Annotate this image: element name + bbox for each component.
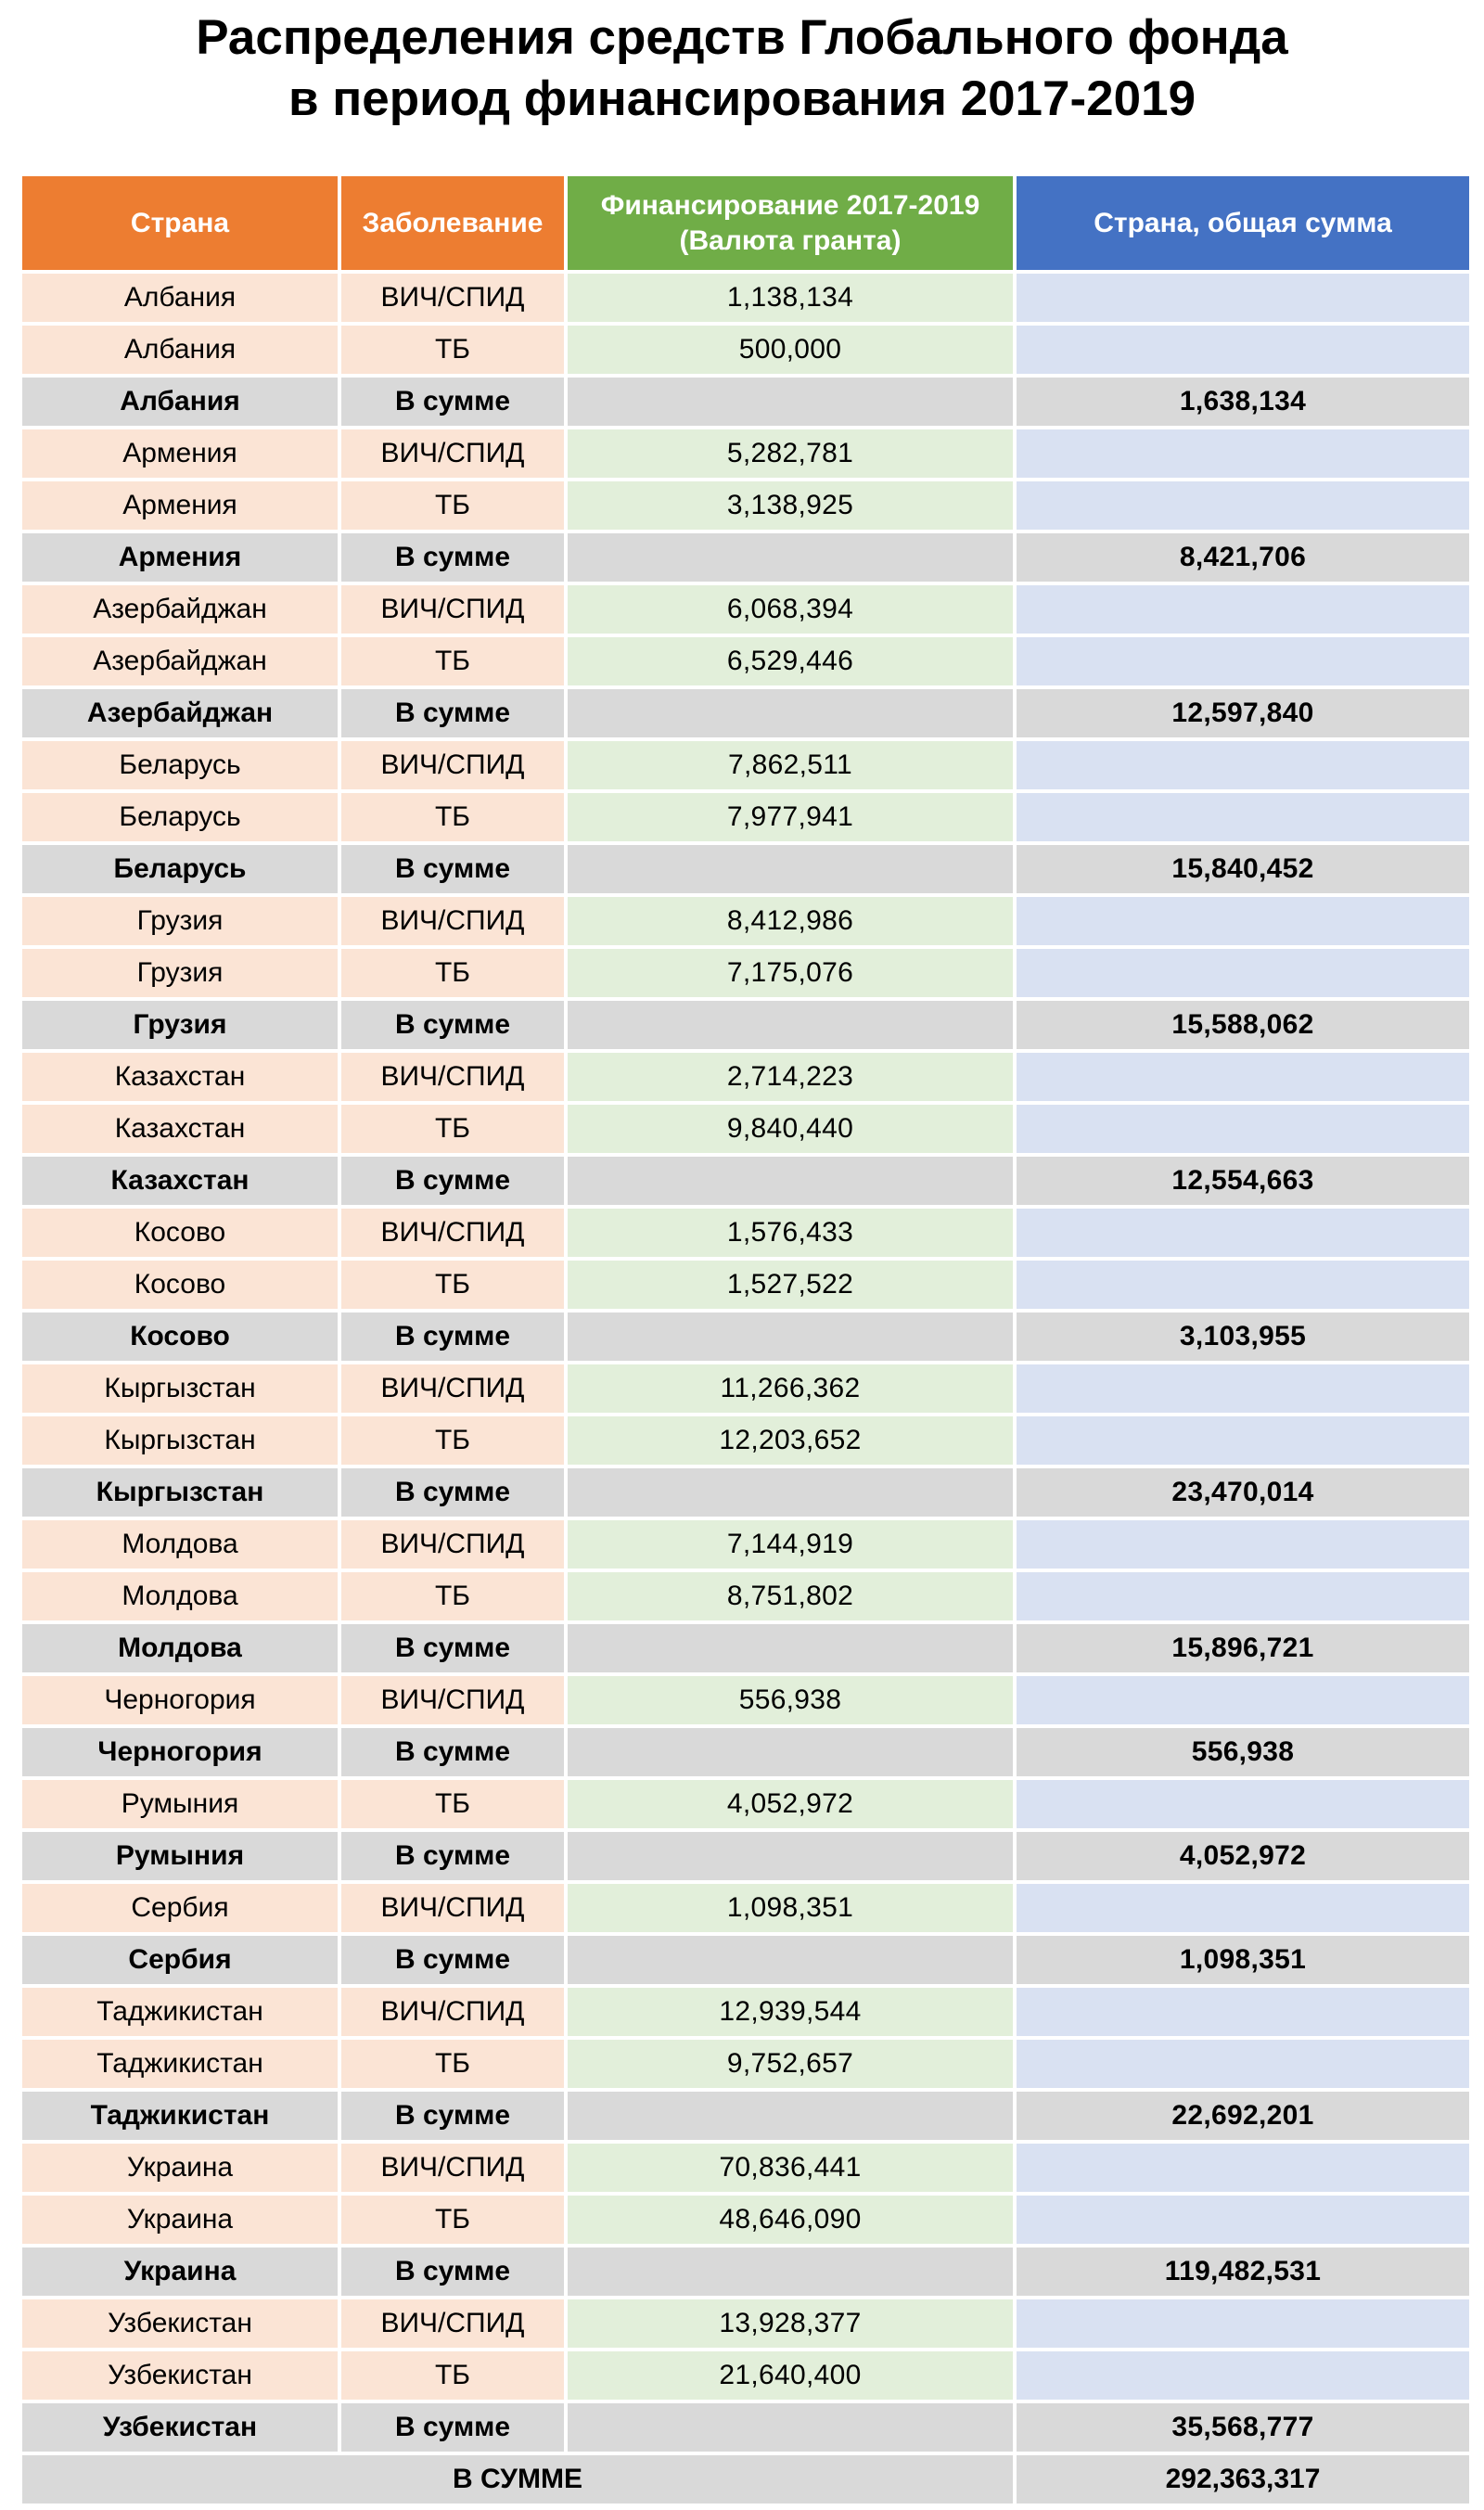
funding-amount-cell: 1,138,134 [568, 274, 1013, 322]
funding-amount-cell: 5,282,781 [568, 429, 1013, 478]
disease-cell: ТБ [341, 2196, 564, 2244]
table-row [22, 1988, 1469, 2036]
disease-cell: ВИЧ/СПИД [341, 2144, 564, 2192]
country-total-cell [1017, 1261, 1469, 1309]
page-title [0, 7, 1484, 130]
country-cell: Украина [22, 2196, 338, 2244]
funding-amount-cell: 7,977,941 [568, 793, 1013, 841]
title-line-1: Распределения средств Глобального фонда [196, 10, 1288, 65]
country-total-cell [1017, 1520, 1469, 1569]
funding-amount-cell: 500,000 [568, 326, 1013, 374]
country-total-cell: 556,938 [1017, 1728, 1469, 1776]
country-cell: Косово [22, 1209, 338, 1257]
country-subtotal-row [22, 845, 1469, 893]
table-row [22, 1572, 1469, 1620]
country-total-cell [1017, 326, 1469, 374]
header-disease: Заболевание [341, 176, 564, 270]
country-total-cell [1017, 1884, 1469, 1932]
funding-amount-cell: 1,527,522 [568, 1261, 1013, 1309]
country-total-cell: 15,840,452 [1017, 845, 1469, 893]
country-cell: Албания [22, 378, 338, 426]
funding-amount-cell [568, 1832, 1013, 1880]
country-cell: Румыния [22, 1780, 338, 1828]
country-cell: Черногория [22, 1728, 338, 1776]
table-row [22, 1416, 1469, 1465]
country-cell: Таджикистан [22, 2040, 338, 2088]
country-total-cell [1017, 2144, 1469, 2192]
country-total-cell [1017, 1988, 1469, 2036]
country-cell: Армения [22, 429, 338, 478]
country-cell: Казахстан [22, 1053, 338, 1101]
country-total-cell [1017, 481, 1469, 530]
country-cell: Кыргызстан [22, 1416, 338, 1465]
disease-cell: ТБ [341, 1780, 564, 1828]
funding-amount-cell: 6,068,394 [568, 585, 1013, 634]
disease-cell: ВИЧ/СПИД [341, 897, 564, 945]
country-total-cell: 8,421,706 [1017, 533, 1469, 582]
country-total-cell [1017, 1676, 1469, 1724]
table-row [22, 429, 1469, 478]
country-total-cell: 15,588,062 [1017, 1001, 1469, 1049]
table-body [22, 274, 1469, 2504]
disease-cell: ТБ [341, 326, 564, 374]
country-cell: Сербия [22, 1884, 338, 1932]
disease-cell: ВИЧ/СПИД [341, 1884, 564, 1932]
disease-cell: В сумме [341, 1728, 564, 1776]
table-row [22, 2299, 1469, 2348]
disease-cell: ВИЧ/СПИД [341, 741, 564, 789]
country-total-cell: 12,597,840 [1017, 689, 1469, 737]
country-total-cell [1017, 793, 1469, 841]
disease-cell: ТБ [341, 949, 564, 997]
funding-amount-cell: 6,529,446 [568, 637, 1013, 685]
country-total-cell [1017, 2351, 1469, 2400]
country-cell: Молдова [22, 1520, 338, 1569]
country-total-cell [1017, 1209, 1469, 1257]
disease-cell: ВИЧ/СПИД [341, 1988, 564, 2036]
header-funding [568, 176, 1013, 270]
header-funding-line-1: Финансирование 2017-2019 [600, 189, 980, 221]
table-row [22, 1780, 1469, 1828]
country-subtotal-row [22, 2092, 1469, 2140]
title-line-2: в период финансирования 2017-2019 [288, 71, 1196, 126]
funding-amount-cell: 1,098,351 [568, 1884, 1013, 1932]
country-cell: Казахстан [22, 1105, 338, 1153]
country-cell: Узбекистан [22, 2351, 338, 2400]
funding-amount-cell: 4,052,972 [568, 1780, 1013, 1828]
country-cell: Армения [22, 481, 338, 530]
country-cell: Узбекистан [22, 2299, 338, 2348]
country-cell: Грузия [22, 897, 338, 945]
funding-amount-cell: 11,266,362 [568, 1364, 1013, 1413]
disease-cell: ТБ [341, 793, 564, 841]
funding-amount-cell: 8,751,802 [568, 1572, 1013, 1620]
grand-total-label: В СУММЕ [22, 2455, 1013, 2504]
funding-amount-cell: 21,640,400 [568, 2351, 1013, 2400]
country-cell: Беларусь [22, 741, 338, 789]
country-subtotal-row [22, 1468, 1469, 1517]
country-cell: Украина [22, 2247, 338, 2296]
disease-cell: ВИЧ/СПИД [341, 429, 564, 478]
table-row [22, 2040, 1469, 2088]
country-cell: Албания [22, 274, 338, 322]
funding-table [19, 173, 1473, 2507]
table-row [22, 2351, 1469, 2400]
country-subtotal-row [22, 1728, 1469, 1776]
funding-amount-cell [568, 378, 1013, 426]
country-cell: Кыргызстан [22, 1364, 338, 1413]
country-total-cell [1017, 1105, 1469, 1153]
country-total-cell: 22,692,201 [1017, 2092, 1469, 2140]
table-row [22, 326, 1469, 374]
table-row [22, 1884, 1469, 1932]
country-total-cell: 23,470,014 [1017, 1468, 1469, 1517]
disease-cell: В сумме [341, 689, 564, 737]
funding-amount-cell [568, 845, 1013, 893]
funding-amount-cell [568, 2403, 1013, 2452]
country-cell: Румыния [22, 1832, 338, 1880]
disease-cell: В сумме [341, 1001, 564, 1049]
disease-cell: ВИЧ/СПИД [341, 1053, 564, 1101]
disease-cell: ТБ [341, 2351, 564, 2400]
disease-cell: ВИЧ/СПИД [341, 274, 564, 322]
funding-amount-cell: 8,412,986 [568, 897, 1013, 945]
disease-cell: ВИЧ/СПИД [341, 1520, 564, 1569]
disease-cell: ТБ [341, 1105, 564, 1153]
country-cell: Азербайджан [22, 637, 338, 685]
country-cell: Украина [22, 2144, 338, 2192]
disease-cell: ТБ [341, 2040, 564, 2088]
country-cell: Косово [22, 1261, 338, 1309]
country-subtotal-row [22, 2403, 1469, 2452]
funding-amount-cell: 556,938 [568, 1676, 1013, 1724]
table-row [22, 481, 1469, 530]
country-cell: Грузия [22, 1001, 338, 1049]
country-cell: Узбекистан [22, 2403, 338, 2452]
country-cell: Кыргызстан [22, 1468, 338, 1517]
grand-total-value: 292,363,317 [1017, 2455, 1469, 2504]
disease-cell: В сумме [341, 1468, 564, 1517]
disease-cell: В сумме [341, 1936, 564, 1984]
country-subtotal-row [22, 1313, 1469, 1361]
header-country-total: Страна, общая сумма [1017, 176, 1469, 270]
funding-amount-cell: 70,836,441 [568, 2144, 1013, 2192]
table-row [22, 741, 1469, 789]
country-cell: Черногория [22, 1676, 338, 1724]
header-country: Страна [22, 176, 338, 270]
table-row [22, 1676, 1469, 1724]
funding-amount-cell: 1,576,433 [568, 1209, 1013, 1257]
country-total-cell [1017, 1780, 1469, 1828]
grand-total-row [22, 2455, 1469, 2504]
table-header-row [22, 176, 1469, 270]
funding-amount-cell [568, 1001, 1013, 1049]
country-total-cell [1017, 2299, 1469, 2348]
funding-amount-cell [568, 1728, 1013, 1776]
country-total-cell: 1,638,134 [1017, 378, 1469, 426]
table-row [22, 1364, 1469, 1413]
country-total-cell: 15,896,721 [1017, 1624, 1469, 1672]
country-total-cell [1017, 1364, 1469, 1413]
country-total-cell [1017, 1572, 1469, 1620]
disease-cell: ВИЧ/СПИД [341, 1209, 564, 1257]
disease-cell: ТБ [341, 1416, 564, 1465]
country-total-cell: 4,052,972 [1017, 1832, 1469, 1880]
funding-amount-cell [568, 689, 1013, 737]
country-total-cell [1017, 949, 1469, 997]
country-subtotal-row [22, 1624, 1469, 1672]
funding-amount-cell [568, 1936, 1013, 1984]
table-row [22, 2144, 1469, 2192]
country-total-cell [1017, 274, 1469, 322]
country-cell: Беларусь [22, 793, 338, 841]
table-row [22, 1520, 1469, 1569]
disease-cell: ТБ [341, 481, 564, 530]
funding-amount-cell: 12,203,652 [568, 1416, 1013, 1465]
country-cell: Казахстан [22, 1157, 338, 1205]
country-total-cell: 119,482,531 [1017, 2247, 1469, 2296]
country-total-cell [1017, 429, 1469, 478]
country-subtotal-row [22, 378, 1469, 426]
country-cell: Армения [22, 533, 338, 582]
header-funding-line-2: (Валюта гранта) [679, 224, 902, 256]
funding-amount-cell [568, 1157, 1013, 1205]
funding-amount-cell: 12,939,544 [568, 1988, 1013, 2036]
disease-cell: ТБ [341, 1572, 564, 1620]
country-total-cell: 35,568,777 [1017, 2403, 1469, 2452]
disease-cell: ТБ [341, 637, 564, 685]
funding-amount-cell: 2,714,223 [568, 1053, 1013, 1101]
country-cell: Албания [22, 326, 338, 374]
disease-cell: ВИЧ/СПИД [341, 585, 564, 634]
funding-amount-cell: 7,175,076 [568, 949, 1013, 997]
disease-cell: В сумме [341, 1624, 564, 1672]
disease-cell: В сумме [341, 2403, 564, 2452]
country-cell: Косово [22, 1313, 338, 1361]
country-total-cell [1017, 637, 1469, 685]
country-cell: Азербайджан [22, 689, 338, 737]
country-subtotal-row [22, 689, 1469, 737]
table-row [22, 637, 1469, 685]
funding-amount-cell: 7,144,919 [568, 1520, 1013, 1569]
funding-amount-cell [568, 533, 1013, 582]
country-total-cell [1017, 585, 1469, 634]
table-row [22, 1261, 1469, 1309]
disease-cell: ВИЧ/СПИД [341, 1676, 564, 1724]
funding-amount-cell [568, 2247, 1013, 2296]
funding-amount-cell: 9,752,657 [568, 2040, 1013, 2088]
funding-amount-cell [568, 1624, 1013, 1672]
country-total-cell [1017, 741, 1469, 789]
country-cell: Беларусь [22, 845, 338, 893]
table-row [22, 274, 1469, 322]
country-subtotal-row [22, 1936, 1469, 1984]
disease-cell: В сумме [341, 2247, 564, 2296]
funding-amount-cell: 13,928,377 [568, 2299, 1013, 2348]
country-subtotal-row [22, 1157, 1469, 1205]
disease-cell: В сумме [341, 845, 564, 893]
country-total-cell [1017, 1416, 1469, 1465]
country-subtotal-row [22, 533, 1469, 582]
country-cell: Грузия [22, 949, 338, 997]
table-row [22, 1105, 1469, 1153]
disease-cell: В сумме [341, 1313, 564, 1361]
table-row [22, 949, 1469, 997]
disease-cell: ВИЧ/СПИД [341, 2299, 564, 2348]
table-row [22, 897, 1469, 945]
country-subtotal-row [22, 2247, 1469, 2296]
disease-cell: ТБ [341, 1261, 564, 1309]
table-row [22, 1053, 1469, 1101]
country-subtotal-row [22, 1832, 1469, 1880]
country-total-cell [1017, 1053, 1469, 1101]
funding-amount-cell [568, 2092, 1013, 2140]
country-cell: Таджикистан [22, 1988, 338, 2036]
disease-cell: В сумме [341, 1832, 564, 1880]
disease-cell: В сумме [341, 1157, 564, 1205]
funding-amount-cell: 9,840,440 [568, 1105, 1013, 1153]
table-row [22, 2196, 1469, 2244]
country-total-cell [1017, 2196, 1469, 2244]
country-cell: Сербия [22, 1936, 338, 1984]
country-cell: Молдова [22, 1572, 338, 1620]
funding-amount-cell: 3,138,925 [568, 481, 1013, 530]
country-total-cell: 3,103,955 [1017, 1313, 1469, 1361]
table-row [22, 1209, 1469, 1257]
disease-cell: В сумме [341, 2092, 564, 2140]
disease-cell: В сумме [341, 378, 564, 426]
country-total-cell: 12,554,663 [1017, 1157, 1469, 1205]
table-row [22, 585, 1469, 634]
country-cell: Таджикистан [22, 2092, 338, 2140]
table-row [22, 793, 1469, 841]
funding-amount-cell [568, 1313, 1013, 1361]
country-total-cell [1017, 2040, 1469, 2088]
funding-amount-cell: 48,646,090 [568, 2196, 1013, 2244]
disease-cell: ВИЧ/СПИД [341, 1364, 564, 1413]
country-subtotal-row [22, 1001, 1469, 1049]
country-total-cell: 1,098,351 [1017, 1936, 1469, 1984]
funding-amount-cell: 7,862,511 [568, 741, 1013, 789]
disease-cell: В сумме [341, 533, 564, 582]
country-total-cell [1017, 897, 1469, 945]
funding-amount-cell [568, 1468, 1013, 1517]
country-cell: Азербайджан [22, 585, 338, 634]
country-cell: Молдова [22, 1624, 338, 1672]
